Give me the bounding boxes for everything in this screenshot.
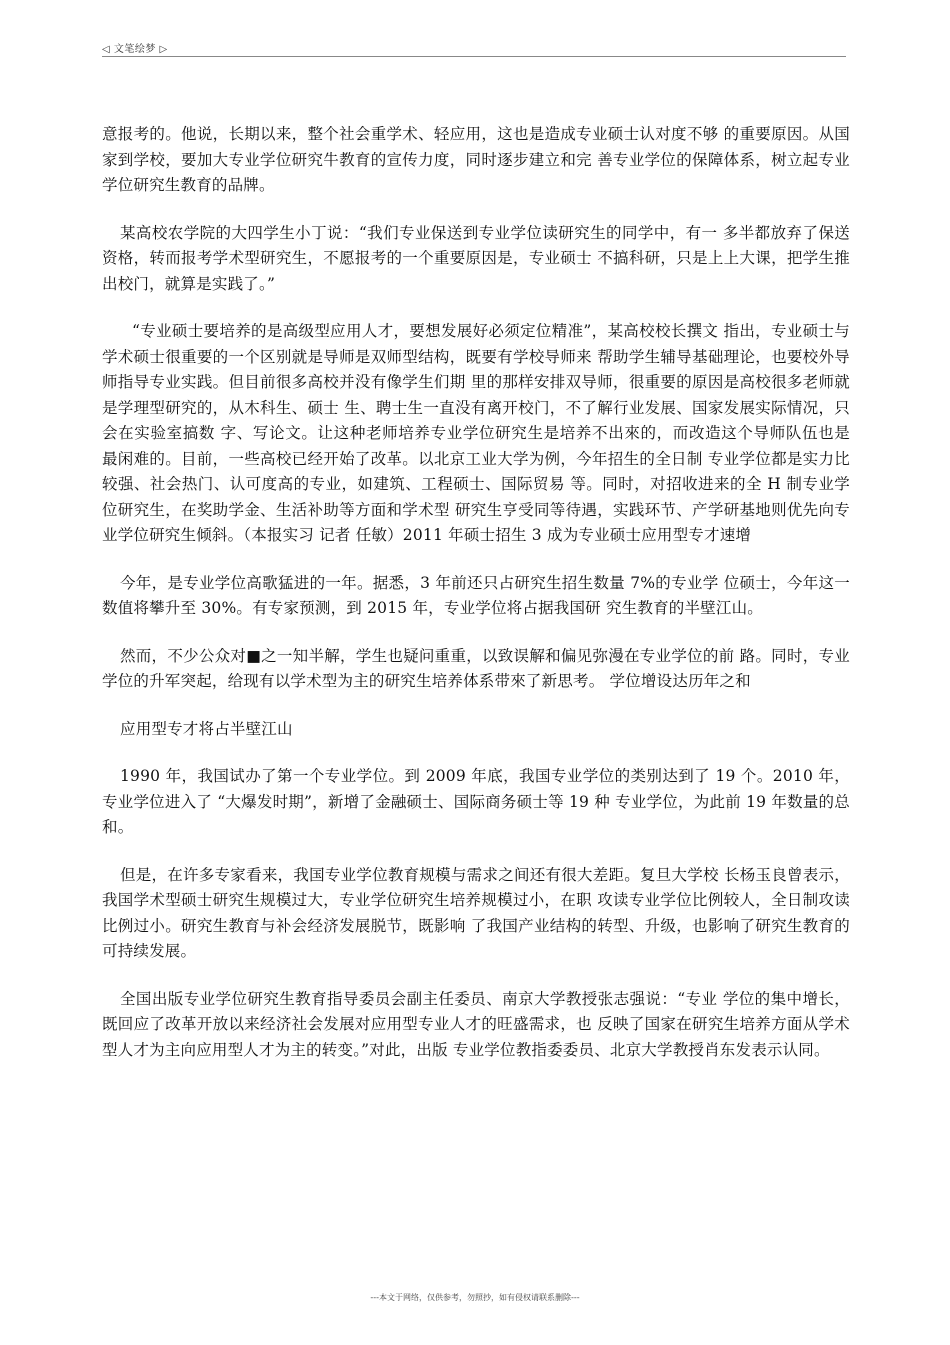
- section-heading: 应用型专才将占半壁江山: [120, 719, 293, 738]
- paragraph: 1990 年，我国试办了第一个专业学位。到 2009 年底，我国专业学位的类别达到了 19 个。2010 年，专业学位进入了 “大爆发时期”，新增了金融硕士、国际商务硕士等 19 种 专业学位，为此前 19 年数量的总和。: [102, 767, 850, 836]
- paragraph: 今年，是专业学位高歌猛进的一年。据悉，3 年前还只占研究生招生数量 7%的专业学 位硕士，今年这一数值将攀升至 30%。有专家预测，到 2015 年，专业学位将占据我国研 究生教育的半壁江山。: [102, 573, 850, 617]
- page-footer: ---本文于网络，仅供参考，勿照抄，如有侵权请联系删除---: [370, 1293, 580, 1302]
- paragraph: 然而，不少公众对■之一知半解，学生也疑问重重，以致误解和偏见弥漫在专业学位的前 路。同时，专业学位的升军突起，给现有以学术型为主的研究生培养体系带來了新思考。 学位增设达历年之和: [102, 646, 850, 690]
- header-divider: [102, 56, 846, 57]
- paragraph: 某高校农学院的大四学生小丁说：“我们专业保送到专业学位读研究生的同学中，有一 多半都放弃了保送资格，转而报考学术型研究生，不愿报考的一个重要原因是，专业硕士 不搞科研，只是上上大课，把学生推出校门，就算是实践了。”: [102, 223, 850, 293]
- paragraph: “专业硕士要培养的是高级型应用人才，要想发展好必须定位精准”，某高校校长撰文 指出，专业硕士与学术硕士很重要的一个区别就是导师是双师型结构，既要有学校导师来 帮助学生辅导基础理论，也要校外导师指导专业实践。但目前很多高校并没有像学生们期 里的那样安排双导师，很重要的原因是高校很多老师就是学理型研究的，从木科生、硕士 生、聘士生一直没有离开校门，不了解行业发展、国家发展实际情况，只会在实验室搞数 字、写论文。让这种老师培养专业学位研究生是培养不出來的，而改造这个导师队伍也是 最闲难的。目前，一些高校已经开始了改革。以北京工业大学为例，今年招生的全日制 专业学位都是实力比较强、社会热门、认可度高的专业，如建筑、工程硕士、国际贸易 等。同时，对招收进来的全 H 制专业学位研究生，在奖助学金、生活补助等方面和学术型 研究生亨受同等待遇，实践环节、产学研基地则优先向专业学位研究生倾斜。（本报实习 记者 任敏）2011 年硕士招生 3 成为专业硕士应用型专才速增: [102, 322, 850, 544]
- page-header: ◁ 文笔绘梦 ▷: [102, 44, 168, 55]
- paragraph: 全国出版专业学位研究生教育指导委员会副主任委员、南京大学教授张志强说：“专业 学位的集中增长，既回应了改革开放以来经济社会发展对应用型专业人才的旺盛需求，也 反映了国家在研究生培养方面从学术型人才为主向应用型人才为主的转变。”对此，出版 专业学位教指委委员、北京大学教授肖东发表示认同。: [102, 989, 850, 1059]
- document-body: [102, 122, 850, 1085]
- paragraph: 但是，在许多专家看来，我国专业学位教育规模与需求之间还有很大差距。复旦大学校 长杨玉良曾表示，我国学术型硕士研究生规模过大，专业学位研究生培养规模过小，在职 攻读专业学位比例较人，全日制攻读比例过小。研究生教育与补会经济发展脱节，既影响 了我国产业结构的转型、升级，也影响了研究生教育的可持续发展。: [102, 865, 850, 960]
- paragraph: 意报考的。他说，长期以来，整个社会重学术、轻应用，这也是造成专业硕士认对度不够 的重要原因。从国家到学校，要加大专业学位研究牛教育的宣传力度，同时逐步建立和完 善专业学位的保障体系，树立起专业学位研究生教育的品牌。: [102, 125, 850, 194]
